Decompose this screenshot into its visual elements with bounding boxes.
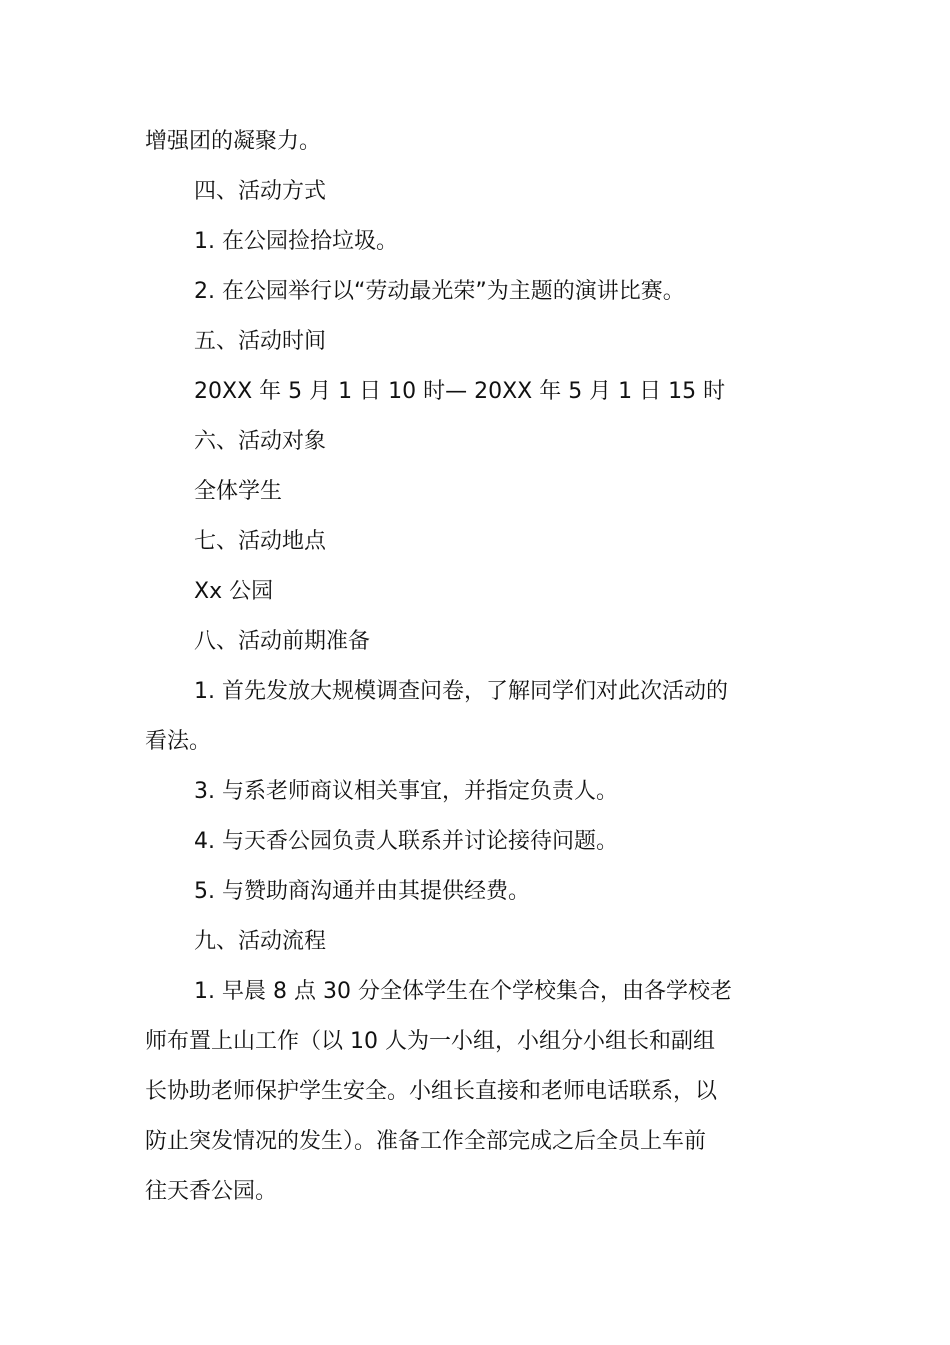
section-heading-6: 六、活动对象	[194, 429, 327, 454]
list-item: 5. 与赞助商沟通并由其提供经费。	[194, 879, 530, 904]
list-item: 4. 与天香公园负责人联系并讨论接待问题。	[194, 829, 618, 854]
activity-location-text: Xx 公园	[194, 579, 274, 604]
list-item-continuation: 长协助老师保护学生安全。小组长直接和老师电话联系，以	[145, 1079, 718, 1104]
activity-time-text: 20XX 年 5 月 1 日 10 时— 20XX 年 5 月 1 日 15 时	[194, 379, 726, 404]
list-item-continuation: 看法。	[145, 729, 212, 754]
list-item-continuation: 师布置上山工作（以 10 人为一小组，小组分小组长和副组	[145, 1029, 715, 1054]
paragraph-continuation: 增强团的凝聚力。	[145, 129, 322, 154]
section-heading-7: 七、活动地点	[194, 529, 327, 554]
section-heading-9: 九、活动流程	[194, 929, 327, 954]
section-heading-4: 四、活动方式	[194, 179, 327, 204]
list-item: 1. 早晨 8 点 30 分全体学生在个学校集合，由各学校老	[194, 979, 732, 1004]
list-item: 3. 与系老师商议相关事宜，并指定负责人。	[194, 779, 618, 804]
list-item: 1. 首先发放大规模调查问卷，了解同学们对此次活动的	[194, 679, 728, 704]
activity-target-text: 全体学生	[194, 479, 283, 504]
list-item-continuation: 防止突发情况的发生）。准备工作全部完成之后全员上车前	[145, 1129, 707, 1154]
list-item: 2. 在公园举行以“劳动最光荣”为主题的演讲比赛。	[194, 279, 685, 304]
list-item: 1. 在公园捡拾垃圾。	[194, 229, 398, 254]
list-item-continuation: 往天香公园。	[145, 1179, 278, 1204]
section-heading-5: 五、活动时间	[194, 329, 327, 354]
section-heading-8: 八、活动前期准备	[194, 629, 371, 654]
